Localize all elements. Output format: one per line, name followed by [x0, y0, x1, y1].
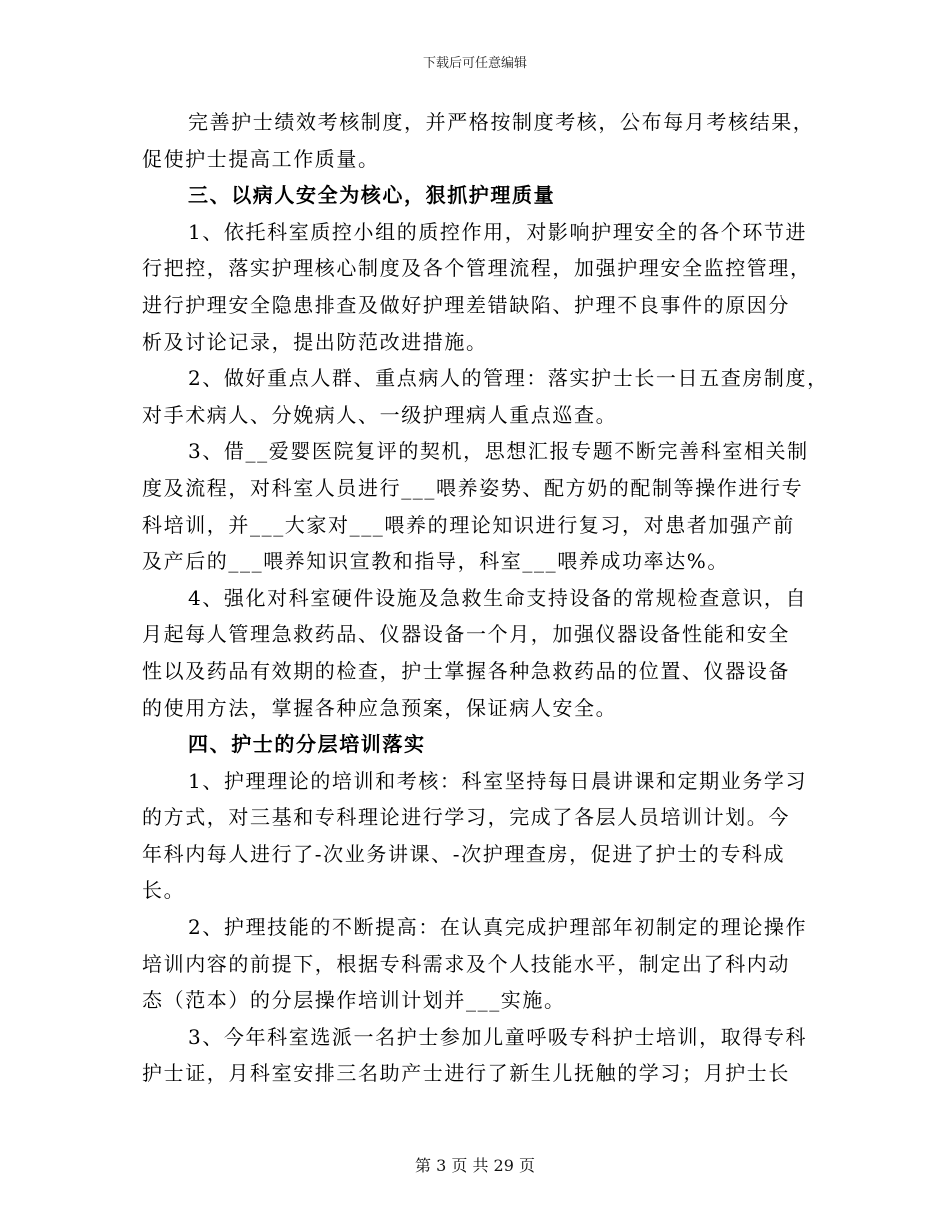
paragraph-line: 1、依托科室质控小组的质控作用，对影响护理安全的各个环节进: [188, 219, 808, 244]
paragraph-line: 性以及药品有效期的检查，护士掌握各种急救药品的位置、仪器设备: [142, 658, 790, 683]
paragraph-line: 2、护理技能的不断提高：在认真完成护理部年初制定的理论操作: [188, 915, 808, 940]
paragraph-line: 态（范本）的分层操作培训计划并___实施。: [142, 988, 566, 1013]
paragraph-line: 3、今年科室选派一名护士参加儿童呼吸专科护士培训，取得专科: [188, 1024, 808, 1049]
paragraph-line: 1、护理理论的培训和考核：科室坚持每日晨讲课和定期业务学习: [188, 768, 808, 793]
document-body: [142, 104, 829, 1092]
page-header: 下载后可任意编辑: [422, 56, 527, 71]
paragraph-line: 度及流程，对科室人员进行___喂养姿势、配方奶的配制等操作进行专: [142, 475, 804, 500]
paragraph-line: 3、借__爱婴医院复评的契机，思想汇报专题不断完善科室相关制: [188, 439, 809, 464]
paragraph-line: 年科内每人进行了-次业务讲课、-次护理查房，促进了护士的专科成: [142, 841, 786, 866]
paragraph-line: 完善护士绩效考核制度，并严格按制度考核，公布每月考核结果，: [188, 110, 815, 134]
paragraph-line: 的使用方法，掌握各种应急预案，保证病人安全。: [142, 695, 618, 720]
paragraph-line: 行把控，落实护理核心制度及各个管理流程，加强护理安全监控管理，: [142, 256, 812, 281]
paragraph-line: 2、做好重点人群、重点病人的管理：落实护士长一日五查房制度，: [188, 366, 829, 391]
section-heading: 四、护士的分层培训落实: [188, 732, 426, 757]
paragraph-line: 4、强化对科室硬件设施及急救生命支持设备的常规检查意识，自: [188, 585, 808, 610]
paragraph-line: 促使护士提高工作质量。: [142, 146, 380, 171]
paragraph-line: 对手术病人、分娩病人、一级护理病人重点巡查。: [142, 402, 618, 427]
paragraph-line: 护士证，月科室安排三名助产士进行了新生儿抚触的学习；月护士长: [142, 1061, 790, 1086]
paragraph-line: 的方式，对三基和专科理论进行学习，完成了各层人员培训计划。今: [142, 805, 790, 830]
paragraph-line: 月起每人管理急救药品、仪器设备一个月，加强仪器设备性能和安全: [142, 622, 790, 647]
paragraph-line: 培训内容的前提下，根据专科需求及个人技能水平，制定出了科内动: [142, 951, 790, 976]
page-footer: 第 3 页 共 29 页: [415, 1156, 535, 1175]
paragraph-line: 长。: [142, 878, 186, 903]
paragraph-line: 及产后的___喂养知识宣教和指导，科室___喂养成功率达%。: [142, 549, 730, 574]
section-heading: 三、以病人安全为核心，狠抓护理质量: [188, 183, 556, 208]
paragraph-line: 进行护理安全隐患排查及做好护理差错缺陷、护理不良事件的原因分: [142, 292, 790, 317]
paragraph-line: 科培训，并___大家对___喂养的理论知识进行复习，对患者加强产前: [142, 512, 795, 537]
paragraph-line: 析及讨论记录，提出防范改进措施。: [142, 329, 488, 354]
